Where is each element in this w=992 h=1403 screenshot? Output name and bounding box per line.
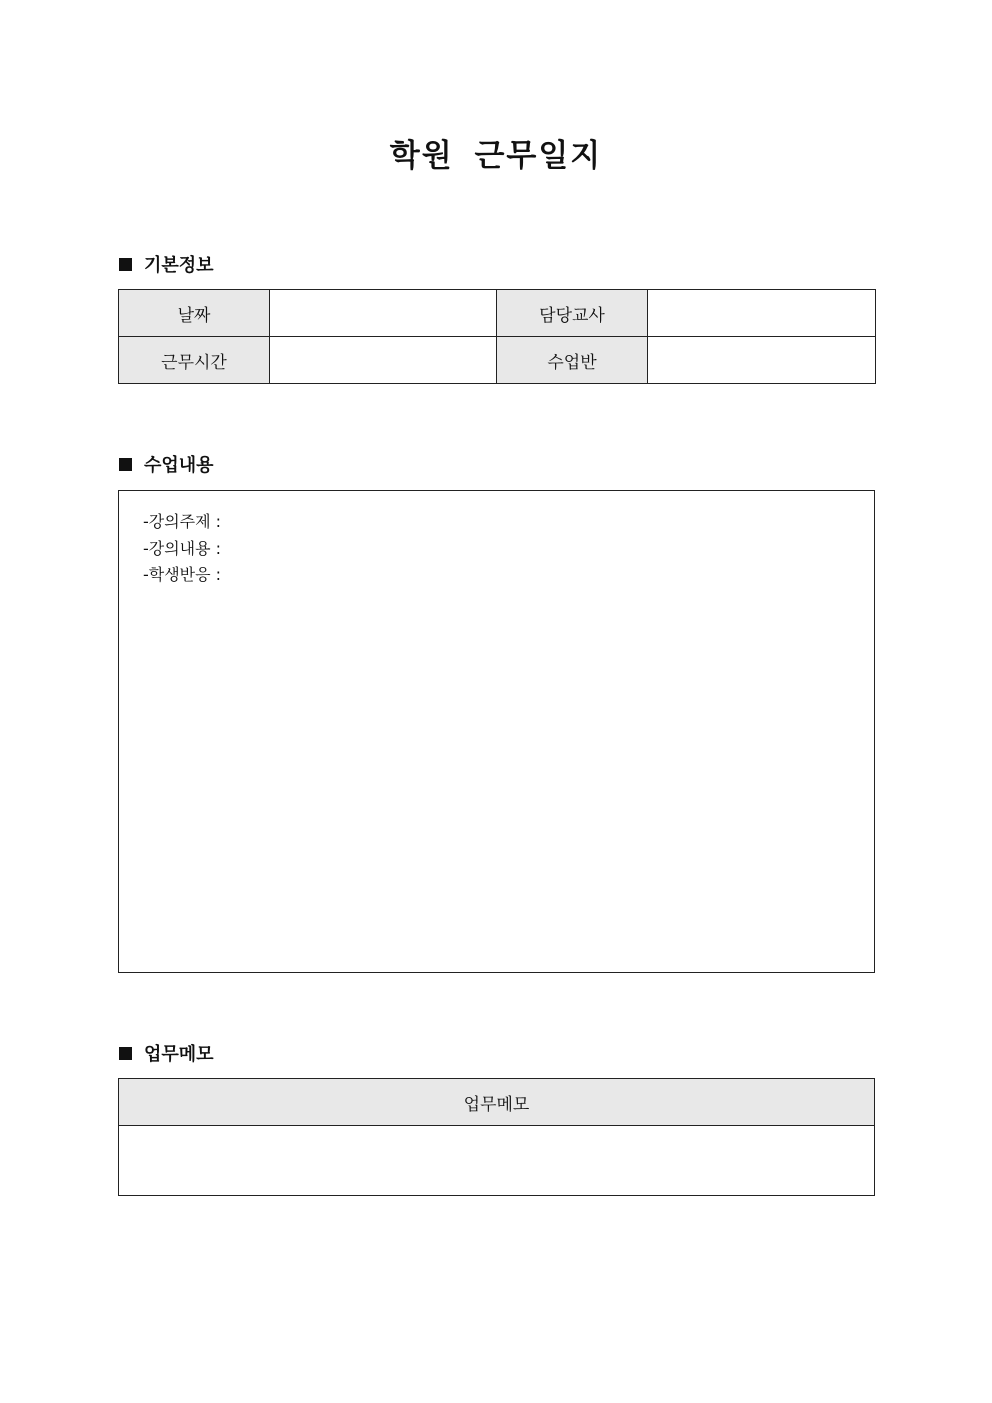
table-row [119,1079,875,1126]
work-memo-table [118,1078,875,1196]
class-content-box[interactable] [118,490,875,973]
section-heading-text: 업무메모 [144,1044,214,1065]
teacher-value-field[interactable] [648,290,876,337]
lecture-topic-line: -강의주제 : [143,512,222,531]
section-heading-text: 기본정보 [144,255,214,276]
document-title: 학원 근무일지 [389,138,603,174]
student-reaction-line: -학생반응 : [143,565,222,584]
section-heading-class-content [119,452,214,476]
work-memo-body-field[interactable] [119,1126,875,1196]
section-heading-work-memo [119,1041,214,1065]
table-row [119,1126,875,1196]
square-bullet-icon [119,258,132,271]
square-bullet-icon [119,458,132,471]
table-row [119,337,876,384]
work-hours-value-field[interactable] [270,337,497,384]
square-bullet-icon [119,1047,132,1060]
work-memo-header: 업무메모 [119,1079,875,1126]
class-content-lines [143,509,221,589]
work-hours-label: 근무시간 [119,337,270,384]
basic-info-table [118,289,876,384]
section-heading-text: 수업내용 [144,455,214,476]
class-group-value-field[interactable] [648,337,876,384]
date-value-field[interactable] [270,290,497,337]
section-heading-basic-info [119,252,214,276]
lecture-content-line: -강의내용 : [143,538,222,558]
date-label: 날짜 [119,290,270,337]
teacher-label: 담당교사 [497,290,648,337]
table-row [119,290,876,337]
class-group-label: 수업반 [497,337,648,384]
